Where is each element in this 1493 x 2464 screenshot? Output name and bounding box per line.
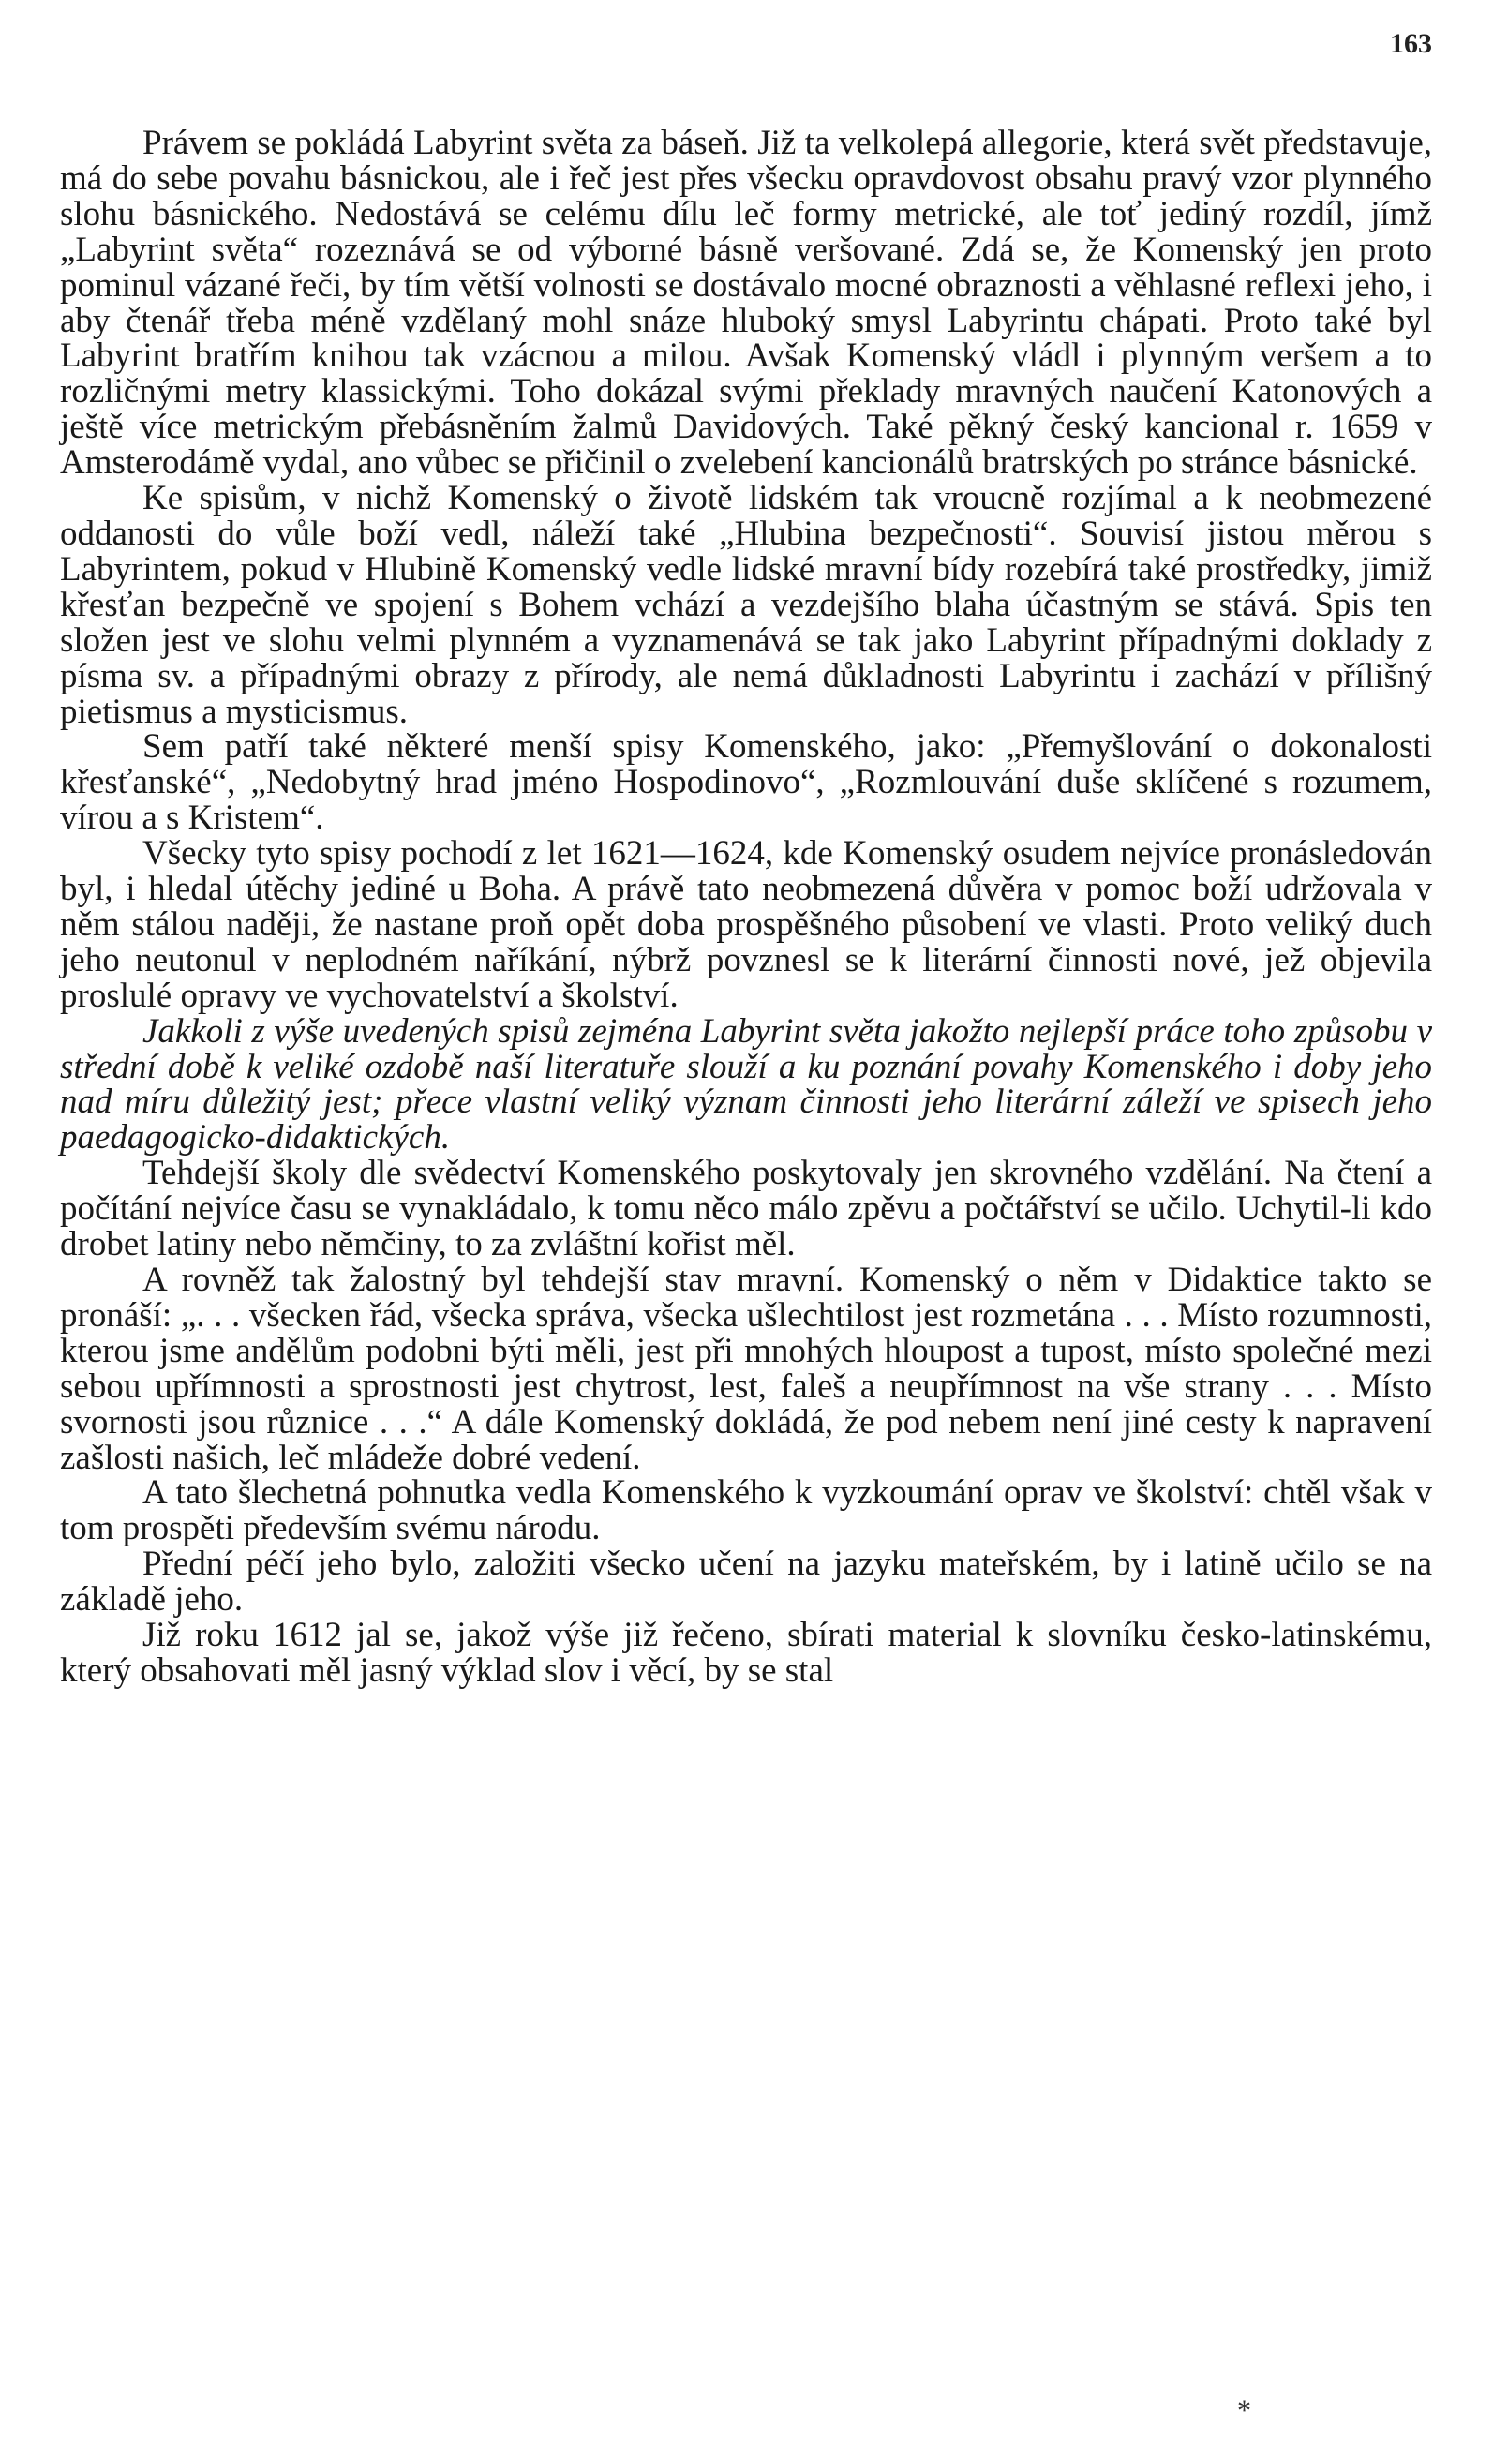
paragraph-years-of-persecution: Všecky tyto spisy pochodí z let 1621—1624, kde Komenský osudem nejvíce pronásledován byl, i hledal útěchy jediné u Boha. A právě tato neobmezená důvěra v pomoc boží udržovala v něm stálou naději, že nastane proň opět doba prospěšného působení ve vlasti. Proto veliký duch jeho neutonul v neplodném naříkání, nýbrž povznesl se k literární činnosti nové, jež objevila proslulé opravy ve vychovatelství a školství. [60,834,1432,1015]
paragraph-pedagogical-significance: Jakkoli z výše uvedených spisů zejména Labyrint světa jakožto nejlepší práce toho způsobu v střední době k veliké ozdobě naší literatuře slouží a ku poznání povahy Komenského i doby jeho nad míru důležitý jest; přece vlastní veliký význam činnosti jeho literární záleží ve spisech jeho paedagogicko-didaktických. [60,1011,1432,1157]
page-number: 163 [1390,28,1432,59]
paragraph-schools-of-the-time: Tehdejší školy dle svědectví Komenského poskytovaly jen skrovného vzdělání. Na čtení a počítání nejvíce času se vynakládalo, k tomu něco málo zpěvu a počtářství se učilo. Uchytil-li kdo drobet latiny nebo němčiny, to za zvláštní kořist měl. [60,1154,1432,1264]
paragraph-mother-tongue: Přední péčí jeho bylo, založiti všecko učení na jazyku mateřském, by i latině učilo se na základě jeho. [60,1545,1432,1620]
paragraph-hlubina-bezpecnosti: Ke spisům, v nichž Komenský o životě lidském tak vroucně rozjímal a k neobmezené oddanosti do vůle boží vedl, náleží také „Hlubina bezpečnosti“. Souvisí jistou měrou s Labyrintem, pokud v Hlubině Komenský vedle lidské mravní bídy rozebírá také prostředky, jimiž křesťan bezpečně ve spojení s Bohem vchází a vezdejšího blaha účastným se stává. Spis ten složen jest ve slohu velmi plynném a vyznamenává se tak jako Labyrint případnými doklady z písma sv. a případnými obrazy z přírody, ale nemá důkladnosti Labyrintu i zachází v přílišný pietismus a mysticismus. [60,479,1432,731]
paragraph-moral-state: A rovněž tak žalostný byl tehdejší stav mravní. Komenský o něm v Didaktice takto se pronáší: „. . . všecken řád, všecka správa, všecka ušlechtilost jest rozmetána . . . Místo rozumnosti, kterou jsme andělům podobni býti měli, jest při mnohých hloupost a tupost, místo společné mezi sebou upřímnosti a sprostnosti jest chytrost, lest, faleš a neupřímnost na vše strany . . . Místo svornosti jsou různice . . .“ A dále Komenský dokládá, že pod nebem není jiné cesty k napravení zašlosti našich, leč mládeže dobré vedení. [60,1261,1432,1477]
paragraph-labyrint-poem: Právem se pokládá Labyrint světa za báseň. Již ta velkolepá allegorie, která svět představuje, má do sebe povahu básnickou, ale i řeč jest přes všecku opravdovost obsahu pravý vzor plynného slohu básnického. Nedostává se celému dílu leč formy metrické, ale toť jediný rozdíl, jímž „Labyrint světa“ rozeznává se od výborné básně veršované. Zdá se, že Komenský jen proto pominul vázané řeči, by tím větší volnosti se dostávalo mocné obraznosti a věhlasné reflexi jeho, i aby čtenář třeba méně vzdělaný mohl snáze hluboký smysl Labyrintu chápati. Proto také byl Labyrint bratřím knihou tak vzácnou a milou. Avšak Komenský vládl i plynným veršem a to rozličnými metry klassickými. Toho dokázal svými překlady mravných naučení Katonových a ještě více metrickým přebásněním žalmů Davidových. Také pěkný český kancional r. 1659 v Amsterodámě vydal, ano vůbec se přičinil o zvelebení kancionálů bratrských po stránce básnické. [60,124,1432,483]
paragraph-noble-motive: A tato šlechetná pohnutka vedla Komenského k vyzkoumání oprav ve školství: chtěl však v tom prospěti především svému národu. [60,1473,1432,1548]
footer-signature-mark: * [1237,2395,1251,2426]
paragraph-dictionary: Již roku 1612 jal se, jakož výše již řečeno, sbírati material k slovníku česko-latinskému, který obsahovati měl jasný výklad slov i věcí, by se stal [60,1616,1432,1690]
paragraph-minor-writings: Sem patří také některé menší spisy Komenského, jako: „Přemyšlování o dokonalosti křesťanské“, „Nedobytný hrad jméno Hospodinovo“, „Rozmlouvání duše sklíčené s rozumem, vírou a s Kristem“. [60,727,1432,838]
page-body [60,126,1432,1689]
